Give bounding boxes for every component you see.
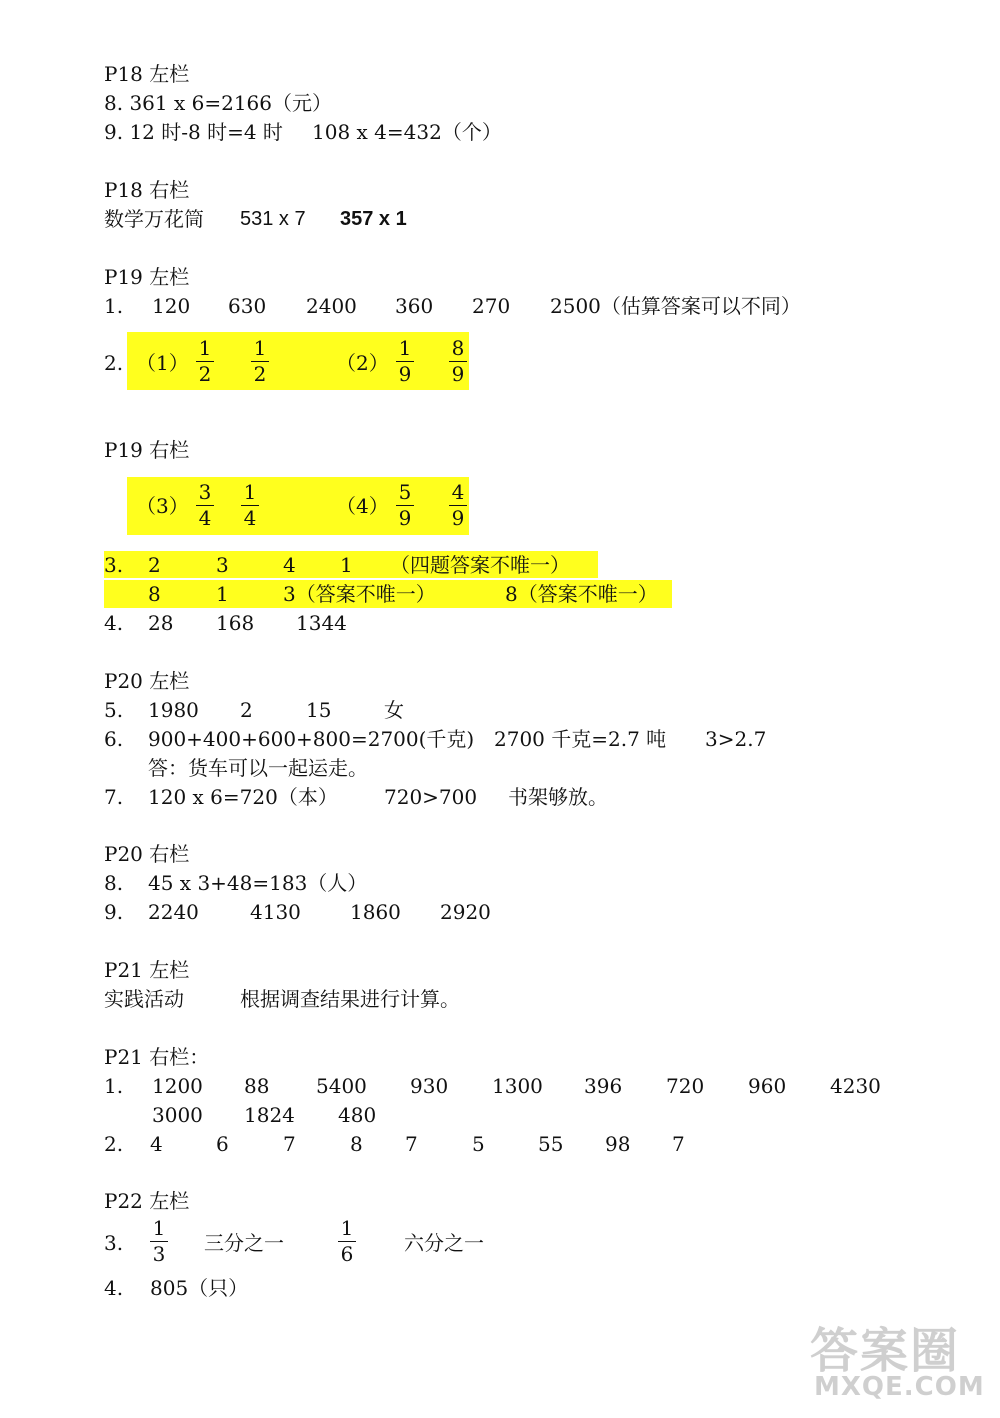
p19-q3-v8: 8（答案不唯一） xyxy=(505,582,658,606)
p19-right-heading: P19 右栏 xyxy=(104,438,190,462)
p21-q1-v: 480 xyxy=(338,1103,377,1127)
p22-q4-v: 805（只） xyxy=(150,1276,249,1300)
fraction: 5 9 xyxy=(396,482,414,530)
p20-q6-expr: 900+400+600+800=2700(千克) xyxy=(148,727,475,751)
p21-q1-v: 720 xyxy=(666,1074,705,1098)
p21-q1-v: 5400 xyxy=(316,1074,367,1098)
p18-right-expr2: 357 x 1 xyxy=(340,208,407,230)
p19-q3-note: （四题答案不唯一） xyxy=(390,553,570,577)
p21-q1-v: 1300 xyxy=(492,1074,543,1098)
fraction: 1 2 xyxy=(196,338,214,386)
p18-right-label: 数学万花筒 xyxy=(104,207,204,231)
p21-q2-v: 55 xyxy=(538,1132,564,1156)
fraction: 1 4 xyxy=(241,482,259,530)
p20-q9-v1: 2240 xyxy=(148,900,199,924)
fraction: 3 4 xyxy=(196,482,214,530)
p19-q3-v5: 8 xyxy=(148,582,161,606)
watermark-top: 答案圈 xyxy=(810,1323,961,1379)
watermark-logo xyxy=(810,1312,988,1408)
p20-q7-cmp: 720>700 xyxy=(384,785,478,809)
p20-q7-expr: 120 x 6=720（本） xyxy=(148,785,338,809)
fraction: 1 2 xyxy=(251,338,269,386)
p19-q2-item2: （2） xyxy=(336,351,389,375)
p20-q5-v1: 1980 xyxy=(148,698,199,722)
watermark-bottom: MXQE.COM xyxy=(814,1372,985,1402)
p19-q3-v3: 4 xyxy=(283,553,296,577)
p19-q1-v4: 360 xyxy=(395,294,434,318)
p21-q2-v: 7 xyxy=(672,1132,685,1156)
p19-left-heading: P19 左栏 xyxy=(104,265,190,289)
p19-q3-v4: 1 xyxy=(340,553,353,577)
p21-q2-v: 8 xyxy=(350,1132,363,1156)
p22-q3-num: 3. xyxy=(104,1231,124,1255)
p20-q9-num: 9. xyxy=(104,900,124,924)
p19-q3-v1: 2 xyxy=(148,553,161,577)
p21-q2-v: 4 xyxy=(150,1132,163,1156)
p19-q1-v3: 2400 xyxy=(306,294,357,318)
p21-left-text: 根据调查结果进行计算。 xyxy=(240,987,460,1011)
p21-q2-v: 5 xyxy=(472,1132,485,1156)
p21-q2-v: 7 xyxy=(405,1132,418,1156)
p20-q5-v2: 2 xyxy=(240,698,253,722)
p21-q2-num: 2. xyxy=(104,1132,124,1156)
p19-q4-v1: 28 xyxy=(148,611,174,635)
p21-q2-v: 6 xyxy=(216,1132,229,1156)
p20-q5-v4: 女 xyxy=(384,698,404,722)
p19-q1-v1: 120 xyxy=(152,294,191,318)
p22-q3-word1: 三分之一 xyxy=(204,1231,284,1255)
p22-q3-word2: 六分之一 xyxy=(404,1231,484,1255)
p21-q1-v: 960 xyxy=(748,1074,787,1098)
p20-q9-v3: 1860 xyxy=(350,900,401,924)
p19-q4-num: 4. xyxy=(104,611,124,635)
p20-right-heading: P20 右栏 xyxy=(104,842,190,866)
p20-q7-answer: 书架够放。 xyxy=(508,785,608,809)
fraction: 4 9 xyxy=(449,482,467,530)
p21-left-heading: P21 左栏 xyxy=(104,958,190,982)
p19-q2-item3: （3） xyxy=(136,494,189,518)
p22-q4-num: 4. xyxy=(104,1276,124,1300)
p19-q3-v6: 1 xyxy=(216,582,229,606)
fraction: 1 3 xyxy=(150,1218,168,1266)
p21-q1-v: 88 xyxy=(244,1074,270,1098)
p21-right-heading: P21 右栏： xyxy=(104,1045,210,1069)
p20-q8-num: 8. xyxy=(104,871,124,895)
p20-q6-cmp: 3>2.7 xyxy=(705,727,767,751)
p19-q4-v2: 168 xyxy=(216,611,255,635)
p21-q2-v: 7 xyxy=(283,1132,296,1156)
p19-q1-v5: 270 xyxy=(472,294,511,318)
p21-left-label: 实践活动 xyxy=(104,987,184,1011)
p20-left-heading: P20 左栏 xyxy=(104,669,190,693)
p19-q2-num: 2. xyxy=(104,351,124,375)
p18-left-heading: P18 左栏 xyxy=(104,62,190,86)
p20-q6-answer: 答：货车可以一起运走。 xyxy=(148,756,368,780)
p19-q2-item4: （4） xyxy=(336,494,389,518)
fraction: 1 9 xyxy=(396,338,414,386)
p19-q1-v2: 630 xyxy=(228,294,267,318)
p21-q2-v: 98 xyxy=(605,1132,631,1156)
p20-q6-num: 6. xyxy=(104,727,124,751)
p21-q1-v: 1200 xyxy=(152,1074,203,1098)
p18-right-heading: P18 右栏 xyxy=(104,178,190,202)
p20-q9-v2: 4130 xyxy=(250,900,301,924)
p21-q1-v: 930 xyxy=(410,1074,449,1098)
p19-q1-v6: 2500（估算答案可以不同） xyxy=(550,294,801,318)
p20-q6-conv: 2700 千克=2.7 吨 xyxy=(494,727,667,751)
p21-q1-v: 4230 xyxy=(830,1074,881,1098)
p22-left-heading: P22 左栏 xyxy=(104,1189,190,1213)
p20-q8-expr: 45 x 3+48=183（人） xyxy=(148,871,368,895)
p19-q3-num: 3. xyxy=(104,553,124,577)
fraction: 8 9 xyxy=(449,338,467,386)
p20-q5-num: 5. xyxy=(104,698,124,722)
p18-q9-b: 108 x 4=432（个） xyxy=(312,120,502,144)
fraction: 1 6 xyxy=(338,1218,356,1266)
p19-q2-item1: （1） xyxy=(136,351,189,375)
p18-q9-a: 9. 12 时-8 时=4 时 xyxy=(104,120,283,144)
p21-q1-v: 396 xyxy=(584,1074,623,1098)
p20-q9-v4: 2920 xyxy=(440,900,491,924)
p21-q1-v: 1824 xyxy=(244,1103,295,1127)
p19-q4-v3: 1344 xyxy=(296,611,347,635)
p18-right-expr1: 531 x 7 xyxy=(240,208,306,230)
p19-q3-v2: 3 xyxy=(216,553,229,577)
p20-q7-num: 7. xyxy=(104,785,124,809)
p20-q5-v3: 15 xyxy=(306,698,332,722)
p21-q1-num: 1. xyxy=(104,1074,124,1098)
p19-q3-v7: 3（答案不唯一） xyxy=(283,582,436,606)
p21-q1-v: 3000 xyxy=(152,1103,203,1127)
p19-q1-num: 1. xyxy=(104,294,124,318)
p18-q8: 8. 361 x 6=2166（元） xyxy=(104,91,332,115)
